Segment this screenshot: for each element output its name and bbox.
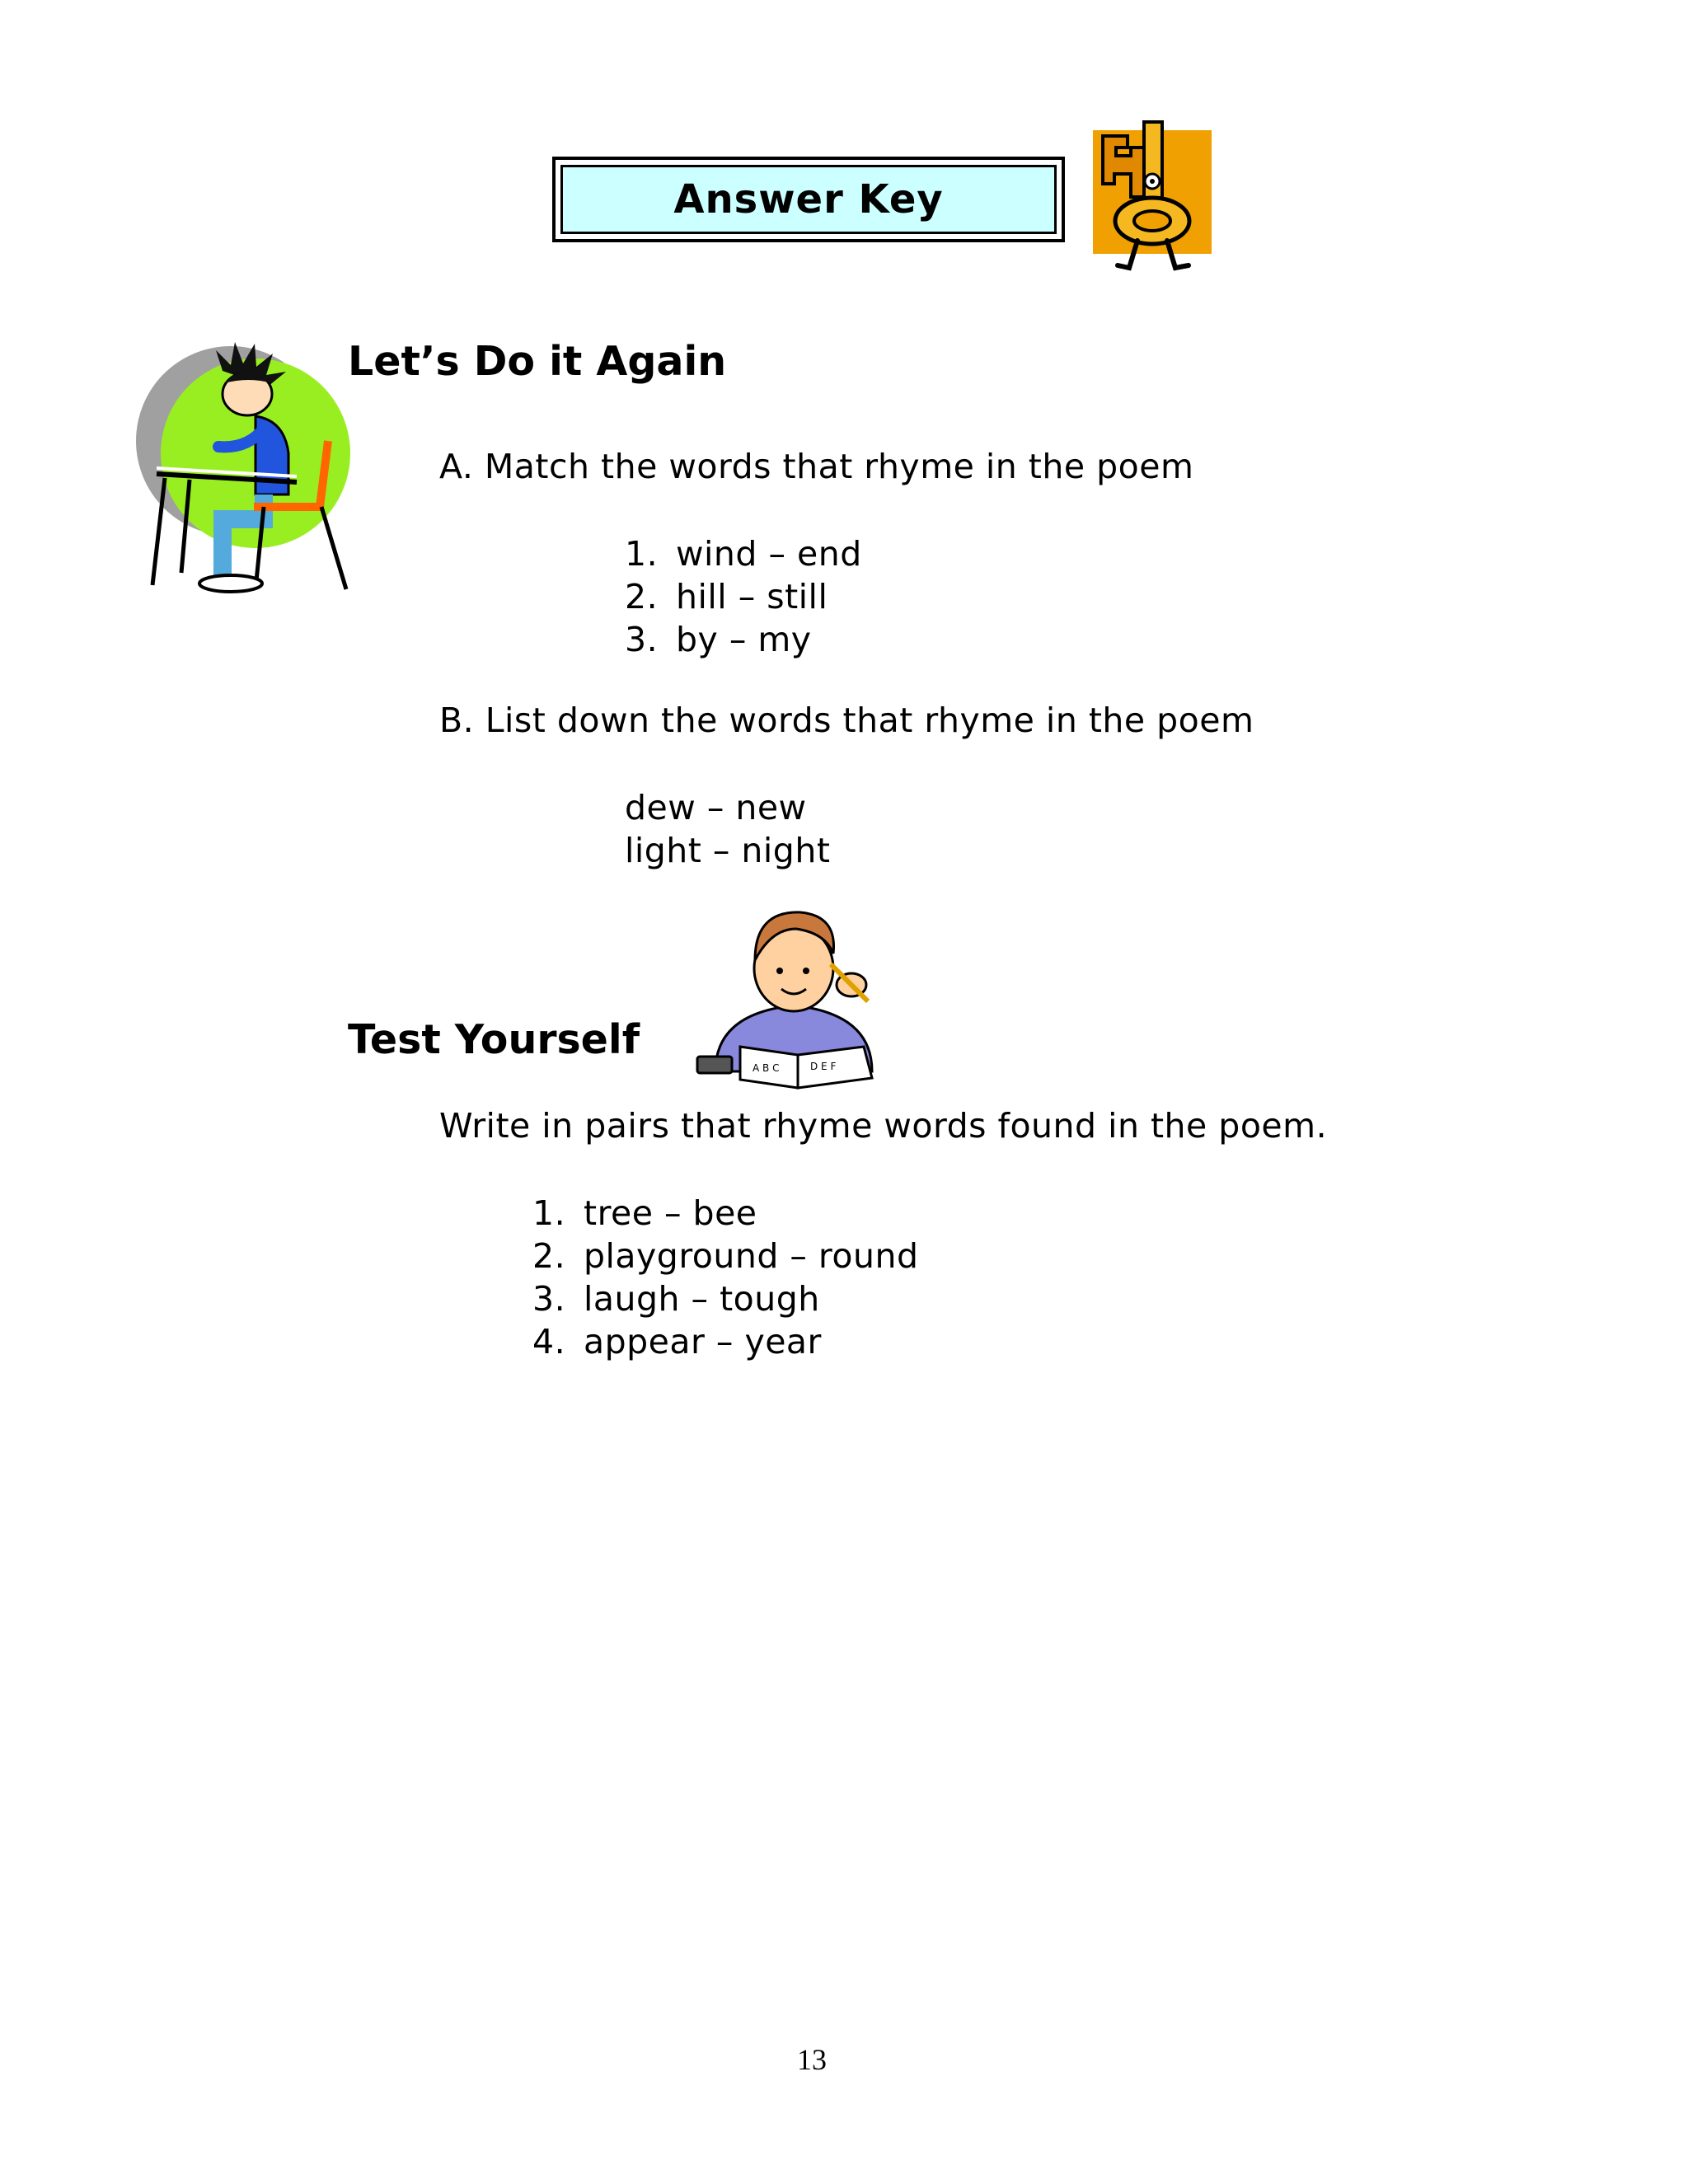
part-a-instruction: A. Match the words that rhyme in the poem [439,447,1194,486]
answer-key-box [552,157,1065,242]
part-b-answer-list [625,786,830,872]
test-instruction: Write in pairs that rhyme words found in the poem. [439,1106,1328,1146]
student-studying-icon [691,907,905,1092]
svg-text:D E F: D E F [810,1061,837,1072]
item-text: appear – year [584,1322,822,1361]
list-item [625,532,862,575]
item-number: 1. [532,1193,566,1233]
walking-key-icon [1086,115,1218,280]
item-text: laugh – tough [584,1279,820,1319]
svg-text:A B C: A B C [753,1062,780,1074]
item-text: playground – round [584,1236,919,1276]
section-heading-lets-do-it-again: Let’s Do it Again [348,338,727,385]
list-item: light – night [625,831,831,870]
list-item: dew – new [625,788,807,827]
list-item [532,1320,918,1363]
list-item [532,1277,918,1320]
item-text: tree – bee [584,1193,757,1233]
page-title: Answer Key [560,165,1057,234]
item-text: hill – still [676,577,828,616]
test-answer-list [532,1192,918,1363]
item-number: 3. [625,620,659,659]
part-a-answer-list [625,532,862,661]
list-item [625,575,862,618]
item-number: 2. [532,1236,566,1276]
list-item [625,618,862,661]
item-text: wind – end [676,534,862,574]
item-number: 4. [532,1322,566,1361]
section-heading-test-yourself: Test Yourself [348,1016,640,1063]
page-number: 13 [797,2043,827,2076]
student-writing-icon [132,338,379,593]
item-number: 2. [625,577,659,616]
part-b-instruction: B. List down the words that rhyme in the poem [439,701,1254,740]
list-item [532,1192,918,1235]
list-item [532,1235,918,1277]
item-number: 1. [625,534,659,574]
item-text: by – my [676,620,812,659]
item-number: 3. [532,1279,566,1319]
